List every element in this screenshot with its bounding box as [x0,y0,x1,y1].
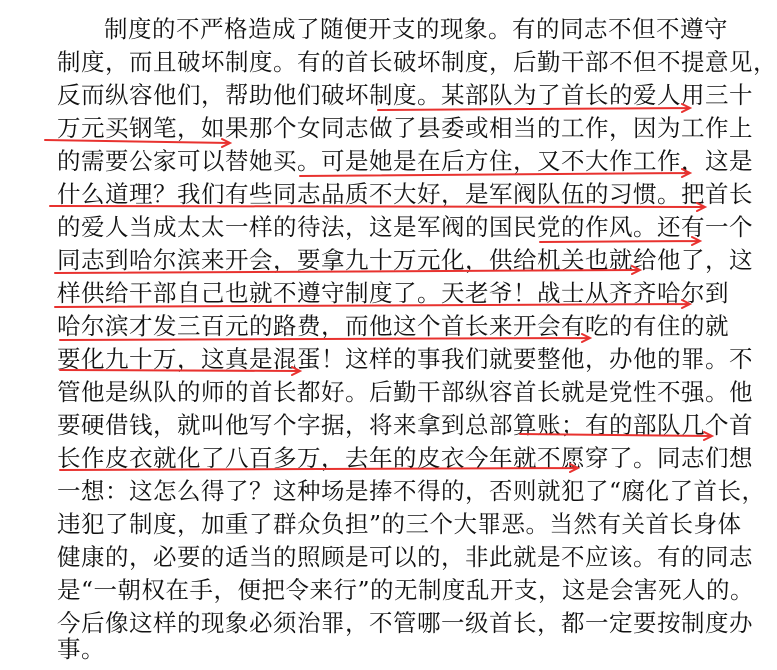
text-line: 的需要公家可以替她买。可是她是在后方住，又不大作工作，这是 [57,147,753,175]
text-line: 今后像这样的现象必须治罪，不管哪一级首长，都一定要按制度办 [57,609,753,637]
text-line: 健康的，必要的适当的照顾是可以的，非此就是不应该。有的同志 [57,543,753,571]
text-line: 要硬借钱，就叫他写个字据，将来拿到总部算账；有的部队几个首 [57,411,753,439]
text-line: 制度的不严格造成了随便开支的现象。有的同志不但不遵守 [104,15,728,43]
text-line: 是“一朝权在手，便把令来行”的无制度乱开支，这是会害死人的。 [57,576,755,604]
text-line: 反而纵容他们，帮助他们破坏制度。某部队为了首长的爱人用三十 [57,81,753,109]
text-line: 的爱人当成太太一样的待法，这是军阀的国民党的作风。还有一个 [57,213,753,241]
text-line: 哈尔滨才发三百元的路费，而他这个首长来开会有吃的有住的就 [57,312,729,340]
text-line: 样供给干部自己也就不遵守制度了。天老爷！战士从齐齐哈尔到 [57,279,729,307]
text-line: 万元买钢笔，如果那个女同志做了县委或相当的工作，因为工作上 [57,114,753,142]
text-line: 什么道理？我们有些同志品质不大好，是军阀队伍的习惯。把首长 [57,180,753,208]
text-line: 事。 [57,635,105,663]
text-line: 制度，而且破坏制度。有的首长破坏制度，后勤干部不但不提意见， [57,48,777,76]
text-line: 长作皮衣就化了八百多万，去年的皮衣今年就不愿穿了。同志们想 [57,444,753,472]
text-line: 违犯了制度，加重了群众负担”的三个大罪恶。当然有关首长身体 [57,510,742,538]
text-line: 一想：这怎么得了？这种场是捧不得的，否则就犯了“腐化了首长， [57,477,766,505]
text-line: 同志到哈尔滨来开会，要拿九十万元化，供给机关也就给他了，这 [57,246,753,274]
text-line: 要化九十万，这真是混蛋！这样的事我们就要整他，办他的罪。不 [57,345,753,373]
text-line: 管他是纵队的师的首长都好。后勤干部纵容首长就是党性不强。他 [57,378,753,406]
